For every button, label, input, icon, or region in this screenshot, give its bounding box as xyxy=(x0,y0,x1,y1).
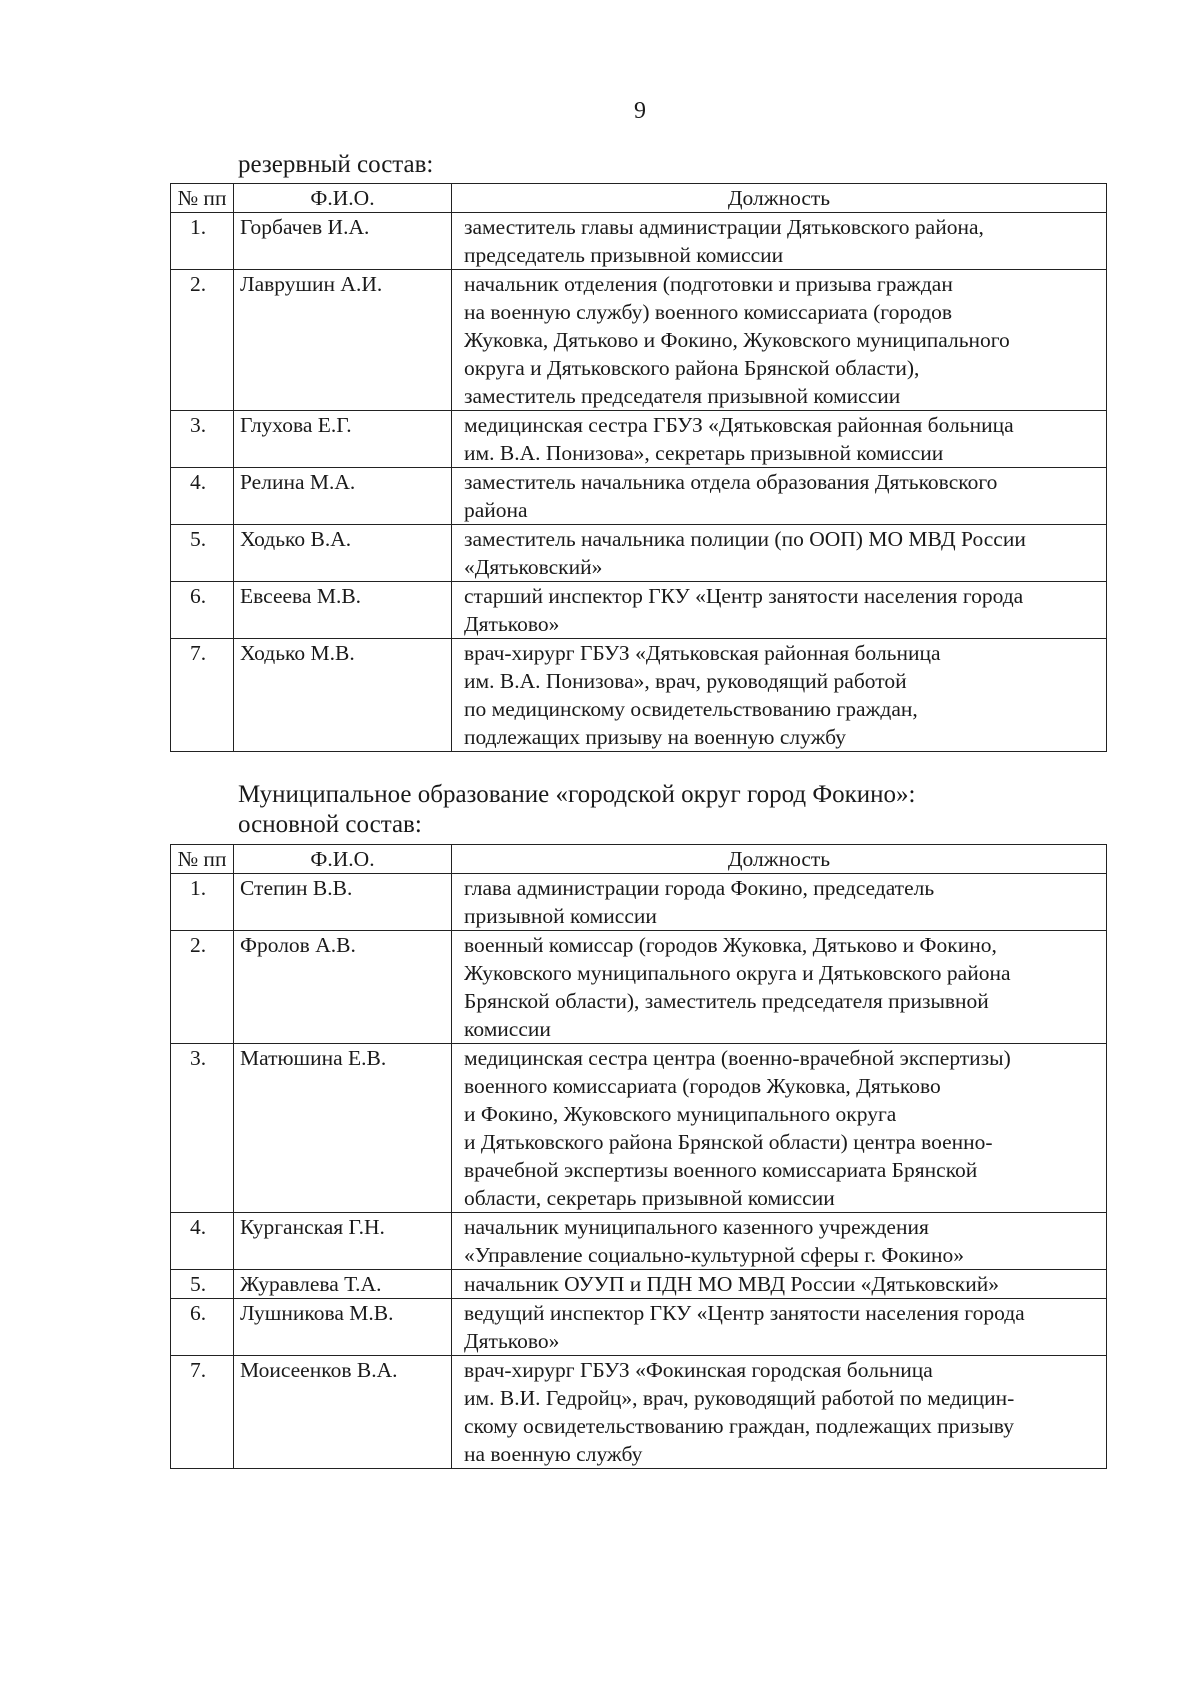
person-position: военный комиссар (городов Жуковка, Дятьково и Фокино, Жуковского муниципального округа и Дятьковского района Брянской области), заместитель председателя призывной комиссии xyxy=(452,931,1107,1044)
table-row xyxy=(171,1044,1107,1213)
row-number: 7. xyxy=(171,639,234,752)
page-number: 9 xyxy=(634,98,646,124)
person-position: глава администрации города Фокино, председатель призывной комиссии xyxy=(452,874,1107,931)
person-name: Курганская Г.Н. xyxy=(234,1213,452,1270)
reserve-staff-table xyxy=(170,183,1107,752)
table-row xyxy=(171,468,1107,525)
person-name: Евсеева М.В. xyxy=(234,582,452,639)
column-header-name: Ф.И.О. xyxy=(234,845,452,874)
row-number: 4. xyxy=(171,1213,234,1270)
table-row xyxy=(171,1270,1107,1299)
person-position: начальник отделения (подготовки и призыва граждан на военную службу) военного комиссариата (городов Жуковка, Дятьково и Фокино, Жуковского муниципального округа и Дятьковского района Брянской области), заместитель председателя призывной комиссии xyxy=(452,270,1107,411)
person-position: заместитель начальника полиции (по ООП) МО МВД России «Дятьковский» xyxy=(452,525,1107,582)
table-row xyxy=(171,411,1107,468)
table-header-row xyxy=(171,845,1107,874)
row-number: 3. xyxy=(171,1044,234,1213)
row-number: 4. xyxy=(171,468,234,525)
person-position: ведущий инспектор ГКУ «Центр занятости населения города Дятьково» xyxy=(452,1299,1107,1356)
person-name: Горбачев И.А. xyxy=(234,213,452,270)
table-row xyxy=(171,874,1107,931)
section-caption-main: основной состав: xyxy=(238,811,422,838)
section-title-fokino: Муниципальное образование «городской округ город Фокино»: xyxy=(238,781,916,808)
column-header-number: № пп xyxy=(171,845,234,874)
person-name: Матюшина Е.В. xyxy=(234,1044,452,1213)
person-position: начальник ОУУП и ПДН МО МВД России «Дятьковский» xyxy=(452,1270,1107,1299)
row-number: 5. xyxy=(171,1270,234,1299)
table-row xyxy=(171,1299,1107,1356)
person-name: Фролов А.В. xyxy=(234,931,452,1044)
row-number: 5. xyxy=(171,525,234,582)
table-row xyxy=(171,639,1107,752)
person-position: заместитель начальника отдела образования Дятьковского района xyxy=(452,468,1107,525)
person-name: Степин В.В. xyxy=(234,874,452,931)
table-row xyxy=(171,1356,1107,1469)
row-number: 2. xyxy=(171,931,234,1044)
column-header-position: Должность xyxy=(452,184,1107,213)
row-number: 1. xyxy=(171,874,234,931)
table-row xyxy=(171,213,1107,270)
person-name: Ходько В.А. xyxy=(234,525,452,582)
person-name: Лушникова М.В. xyxy=(234,1299,452,1356)
column-header-position: Должность xyxy=(452,845,1107,874)
row-number: 3. xyxy=(171,411,234,468)
row-number: 1. xyxy=(171,213,234,270)
person-position: заместитель главы администрации Дятьковского района, председатель призывной комиссии xyxy=(452,213,1107,270)
person-position: врач-хирург ГБУЗ «Дятьковская районная больница им. В.А. Понизова», врач, руководящий работой по медицинскому освидетельствованию граждан, подлежащих призыву на военную службу xyxy=(452,639,1107,752)
person-position: медицинская сестра ГБУЗ «Дятьковская районная больница им. В.А. Понизова», секретарь призывной комиссии xyxy=(452,411,1107,468)
person-name: Журавлева Т.А. xyxy=(234,1270,452,1299)
person-position: врач-хирург ГБУЗ «Фокинская городская больница им. В.И. Гедройц», врач, руководящий работой по медицин- скому освидетельствованию граждан, подлежащих призыву на военную службу xyxy=(452,1356,1107,1469)
table-row xyxy=(171,270,1107,411)
column-header-number: № пп xyxy=(171,184,234,213)
row-number: 2. xyxy=(171,270,234,411)
row-number: 6. xyxy=(171,582,234,639)
column-header-name: Ф.И.О. xyxy=(234,184,452,213)
person-name: Моисеенков В.А. xyxy=(234,1356,452,1469)
person-name: Лаврушин А.И. xyxy=(234,270,452,411)
main-staff-table xyxy=(170,844,1107,1469)
person-name: Ходько М.В. xyxy=(234,639,452,752)
table-header-row xyxy=(171,184,1107,213)
person-position: старший инспектор ГКУ «Центр занятости населения города Дятьково» xyxy=(452,582,1107,639)
table-row xyxy=(171,1213,1107,1270)
section-caption-reserve: резервный состав: xyxy=(238,151,434,178)
person-position: медицинская сестра центра (военно-врачебной экспертизы) военного комиссариата (городов Жуковка, Дятьково и Фокино, Жуковского муниципального округа и Дятьковского района Брянской области) центра военно- врачебной экспертизы военного комиссариата Брянской области, секретарь призывной комиссии xyxy=(452,1044,1107,1213)
person-name: Глухова Е.Г. xyxy=(234,411,452,468)
person-position: начальник муниципального казенного учреждения «Управление социально-культурной сферы г. Фокино» xyxy=(452,1213,1107,1270)
table-row xyxy=(171,582,1107,639)
row-number: 7. xyxy=(171,1356,234,1469)
table-row xyxy=(171,931,1107,1044)
person-name: Релина М.А. xyxy=(234,468,452,525)
table-row xyxy=(171,525,1107,582)
row-number: 6. xyxy=(171,1299,234,1356)
